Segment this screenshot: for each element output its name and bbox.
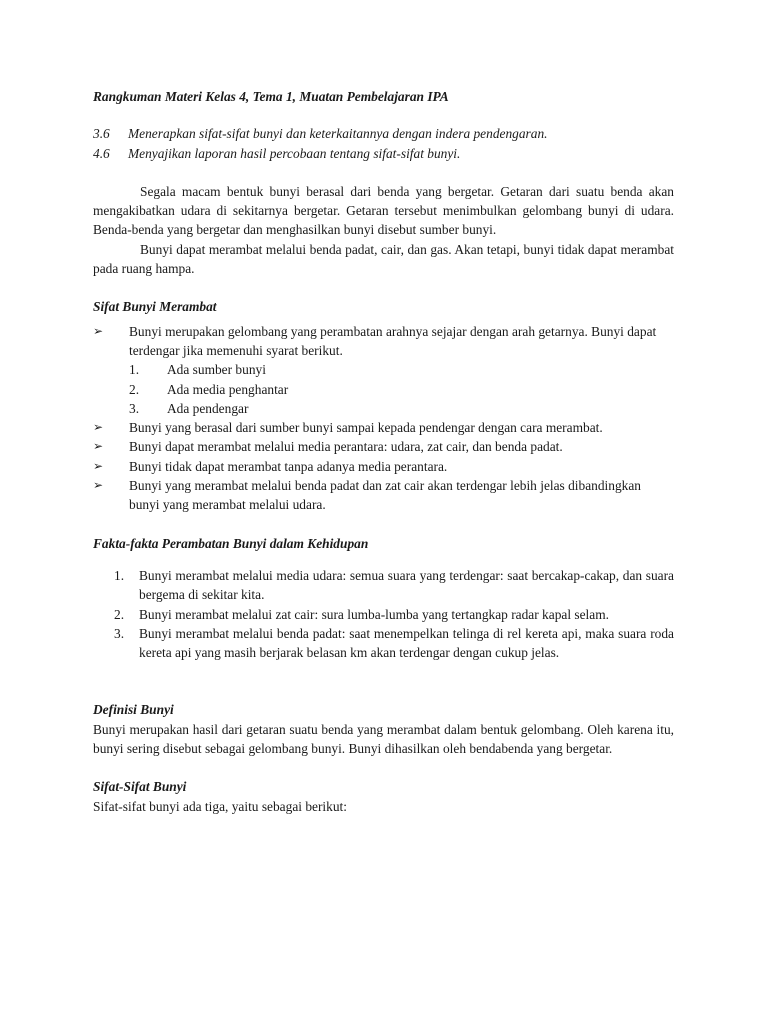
sub-list-text: Ada pendengar: [167, 400, 249, 416]
bullet-item: [93, 457, 674, 476]
bullet-text: Bunyi yang merambat melalui benda padat dan zat cair akan terdengar lebih jelas dibandingkan bunyi yang merambat melalui udara.: [129, 478, 641, 513]
bullet-text: Bunyi dapat merambat melalui media perantara: udara, zat cair, dan benda padat.: [129, 439, 563, 455]
sub-list-number: 3.: [129, 400, 140, 416]
document-page: [93, 87, 674, 816]
section-heading: Definisi Bunyi: [93, 702, 174, 718]
bullet-item: [93, 476, 674, 515]
item-number: 3.: [114, 625, 125, 641]
arrow-bullet-icon: ➢: [93, 439, 104, 454]
item-number: 1.: [114, 567, 125, 583]
item-text: Bunyi merambat melalui zat cair: sura lumba-lumba yang tertangkap radar kapal selam.: [139, 606, 609, 622]
definition-paragraph: Bunyi merupakan hasil dari getaran suatu benda yang merambat dalam bentuk gelombang. Oleh karena itu, bunyi sering disebut sebagai gelombang bunyi. Bunyi dihasilkan oleh bendabenda yang bergetar.: [93, 721, 674, 757]
bullet-item: [93, 418, 674, 437]
sub-list-text: Ada sumber bunyi: [167, 362, 266, 378]
intro-paragraph: Bunyi dapat merambat melalui benda padat, cair, dan gas. Akan tetapi, bunyi tidak dapat merambat pada ruang hampa.: [93, 241, 674, 277]
standard-item: [93, 144, 674, 163]
standard-number: 4.6: [93, 145, 110, 161]
item-number: 2.: [114, 606, 125, 622]
arrow-bullet-icon: ➢: [93, 478, 104, 493]
arrow-bullet-icon: ➢: [93, 323, 104, 338]
bullet-text: Bunyi yang berasal dari sumber bunyi sampai kepada pendengar dengan cara merambat.: [129, 420, 603, 436]
arrow-bullet-icon: ➢: [93, 420, 104, 435]
sub-list-item: [93, 399, 674, 418]
section-heading: Fakta-fakta Perambatan Bunyi dalam Kehidupan: [93, 535, 369, 551]
sub-list-text: Ada media penghantar: [167, 381, 289, 397]
properties-intro: Sifat-sifat bunyi ada tiga, yaitu sebagai berikut:: [93, 798, 347, 814]
bullet-text: Bunyi tidak dapat merambat tanpa adanya media perantara.: [129, 458, 448, 474]
standard-item: [93, 124, 674, 143]
numbered-item: [93, 624, 674, 663]
sub-list-number: 2.: [129, 381, 140, 397]
section-heading: Sifat Bunyi Merambat: [93, 299, 217, 315]
bullet-item: [93, 437, 674, 456]
item-text: Bunyi merambat melalui benda padat: saat menempelkan telinga di rel kereta api, maka suara roda kereta api yang masih berjarak belasan km akan terdengar dengan cukup jelas.: [139, 625, 674, 661]
section-heading: Sifat-Sifat Bunyi: [93, 779, 187, 795]
numbered-item: [93, 605, 674, 624]
standard-number: 3.6: [93, 126, 110, 142]
bullet-item: [93, 322, 674, 361]
standard-text: Menerapkan sifat-sifat bunyi dan keterkaitannya dengan indera pendengaran.: [128, 126, 548, 142]
item-text: Bunyi merambat melalui media udara: semua suara yang terdengar: saat bercakap-cakap, dan suara bergema di sekitar kita.: [139, 567, 674, 603]
sub-list-item: [93, 360, 674, 379]
bullet-text: Bunyi merupakan gelombang yang perambatan arahnya sejajar dengan arah getarnya. Bunyi dapat terdengar jika memenuhi syarat berikut.: [129, 323, 657, 358]
standard-text: Menyajikan laporan hasil percobaan tentang sifat-sifat bunyi.: [128, 145, 461, 161]
numbered-item: [93, 566, 674, 605]
intro-paragraph: Segala macam bentuk bunyi berasal dari benda yang bergetar. Getaran dari suatu benda akan mengakibatkan udara di sekitarnya bergetar. Getaran tersebut menimbulkan gelombang bunyi di udara. Benda-benda yang bergetar dan menghasilkan bunyi disebut sumber bunyi.: [93, 183, 674, 238]
sub-list-item: [93, 380, 674, 399]
arrow-bullet-icon: ➢: [93, 458, 104, 473]
document-title: Rangkuman Materi Kelas 4, Tema 1, Muatan Pembelajaran IPA: [93, 89, 449, 104]
sub-list-number: 1.: [129, 362, 140, 378]
